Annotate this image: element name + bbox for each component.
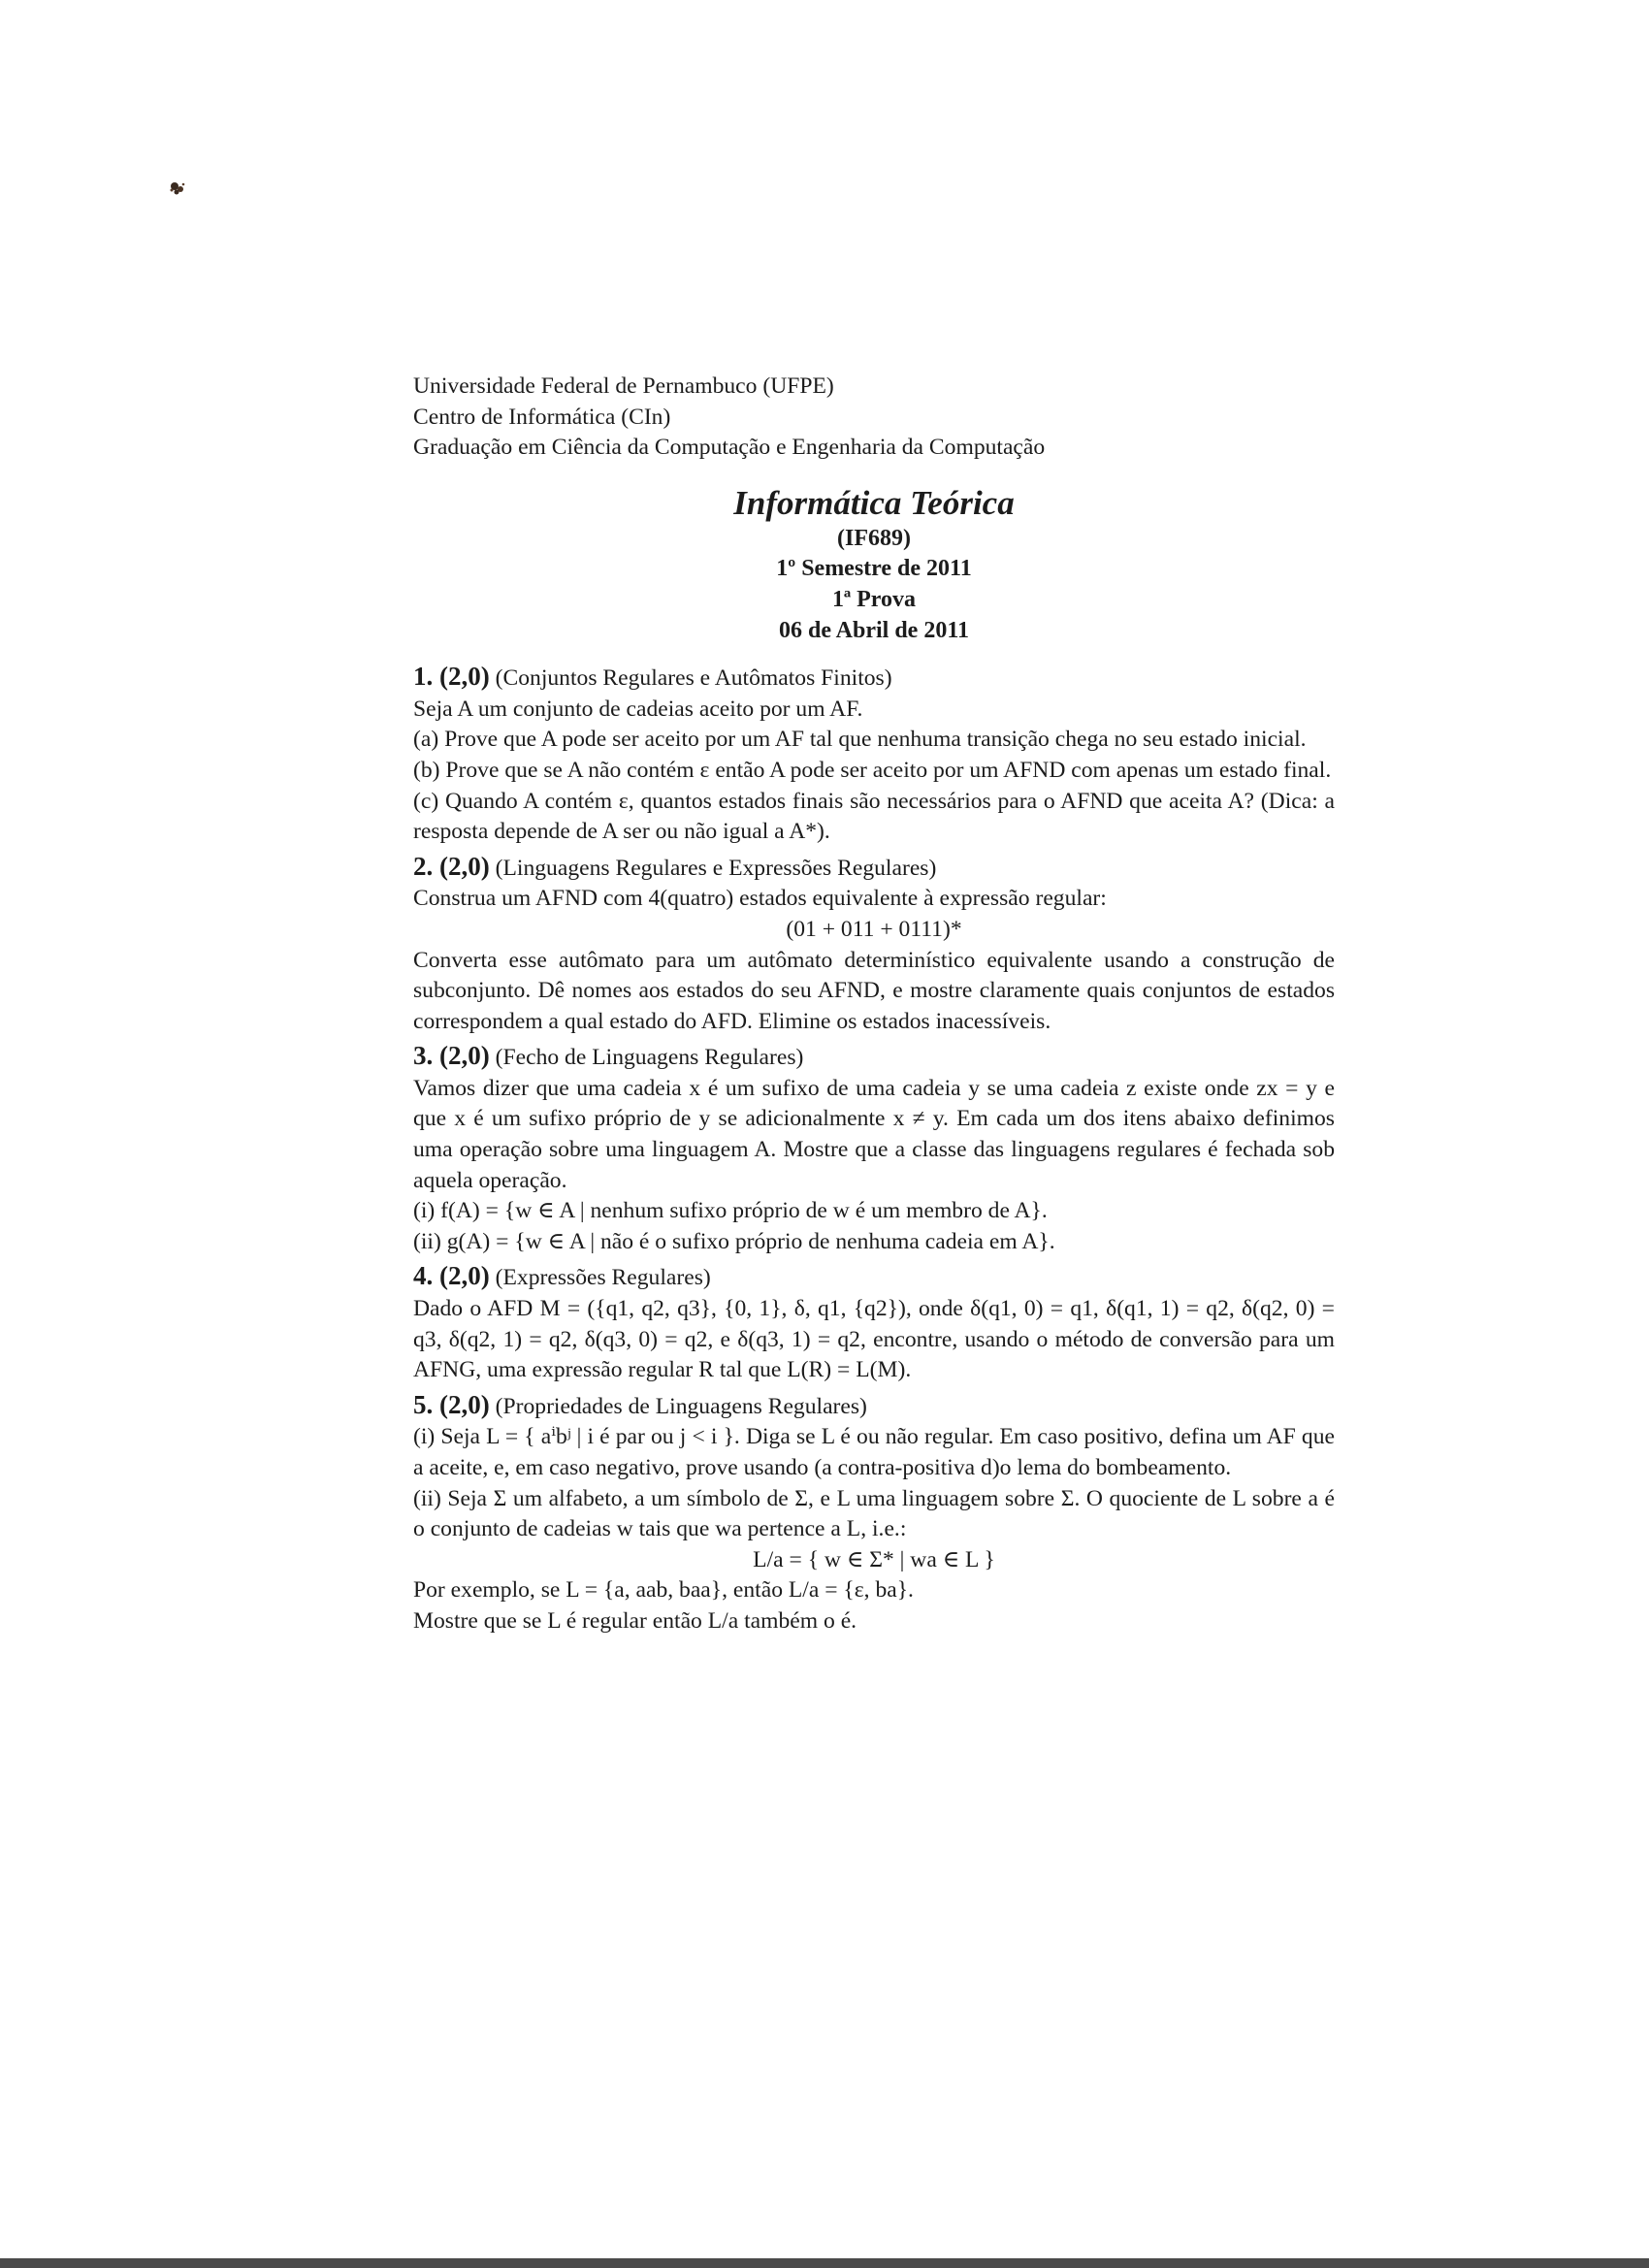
question-line: (a) Prove que A pode ser aceito por um AF tal que nenhuma transição chega no seu estado inicial. bbox=[413, 727, 1307, 753]
question-part-i: (i) Seja L = { aⁱbʲ | i é par ou j < i }. Diga se L é ou não regular. Em caso positivo, defina um AF que a aceite, e, em caso negativo, prove usando (a contra-positiva d)o lema do bombeamento. bbox=[413, 1424, 1335, 1480]
question-5 bbox=[413, 1390, 1335, 1637]
exam-number: 1ª Prova bbox=[831, 586, 917, 612]
question-topic: (Conjuntos Regulares e Autômatos Finitos) bbox=[495, 665, 892, 692]
exam-date: 06 de Abril de 2011 bbox=[778, 617, 970, 643]
question-item: (i) f(A) = {w ∈ A | nenhum sufixo próprio de w é um membro de A}. bbox=[413, 1198, 1048, 1224]
question-body: Vamos dizer que uma cadeia x é um sufixo de uma cadeia y se uma cadeia z existe onde zx = y e que x é um sufixo próprio de y se adicionalmente x ≠ y. Em cada um dos itens abaixo definimos uma operação sobre uma linguagem A. Mostre que a classe das linguagens regulares é fechada sob aquela operação. bbox=[413, 1075, 1335, 1193]
center-line: Centro de Informática (CIn) bbox=[413, 404, 671, 430]
question-part-ii: (ii) Seja Σ um alfabeto, a um símbolo de Σ, e L uma linguagem sobre Σ. O quociente de L sobre a é o conjunto de cadeias w tais que wa pertence a L, i.e.: bbox=[413, 1485, 1335, 1542]
question-4 bbox=[413, 1261, 1335, 1385]
ink-speck bbox=[167, 178, 188, 198]
quotient-example: Por exemplo, se L = {a, aab, baa}, então L/a = {ε, ba}. bbox=[413, 1577, 914, 1604]
institution-header bbox=[413, 372, 1335, 464]
question-topic: (Propriedades de Linguagens Regulares) bbox=[495, 1393, 867, 1419]
question-line: (b) Prove que se A não contém ε então A pode ser aceito por um AFND com apenas um estado final. bbox=[413, 757, 1332, 783]
question-line: (c) Quando A contém ε, quantos estados finais são necessários para o AFND que aceita A? (Dica: a resposta depende de A ser ou não igual a A*). bbox=[413, 788, 1335, 845]
question-body: Dado o AFD M = ({q1, q2, q3}, {0, 1}, δ, q1, {q2}), onde δ(q1, 0) = q1, δ(q1, 1) = q2, δ(q2, 0) = q3, δ(q2, 1) = q2, δ(q3, 0) = q2, e δ(q3, 1) = q2, encontre, usando o método de conversão para um AFNG, uma expressão regular R tal que L(R) = L(M). bbox=[413, 1296, 1335, 1383]
exam-page bbox=[413, 372, 1335, 1637]
question-number: 1. (2,0) bbox=[413, 662, 490, 692]
question-conclusion: Mostre que se L é regular então L/a também o é. bbox=[413, 1607, 857, 1634]
question-item: (ii) g(A) = {w ∈ A | não é o sufixo próprio de nenhuma cadeia em A}. bbox=[413, 1228, 1055, 1254]
question-body: Converta esse autômato para um autômato determinístico equivalente usando a construção de subconjunto. Dê nomes aos estados do seu AFND, e mostre claramente quais conjuntos de estados correspondem a qual estado do AFD. Elimine os estados inacessíveis. bbox=[413, 947, 1335, 1034]
question-topic: (Expressões Regulares) bbox=[495, 1265, 711, 1291]
regular-expression: (01 + 011 + 0111)* bbox=[786, 916, 962, 942]
question-1 bbox=[413, 662, 1335, 848]
question-number: 2. (2,0) bbox=[413, 851, 490, 881]
scan-edge bbox=[0, 2258, 1649, 2268]
question-intro: Construa um AFND com 4(quatro) estados equivalente à expressão regular: bbox=[413, 886, 1107, 912]
question-3 bbox=[413, 1041, 1335, 1257]
question-number: 3. (2,0) bbox=[413, 1041, 490, 1071]
question-line: Seja A um conjunto de cadeias aceito por um AF. bbox=[413, 696, 863, 722]
question-topic: (Fecho de Linguagens Regulares) bbox=[495, 1045, 804, 1071]
title-block bbox=[413, 483, 1335, 646]
question-2 bbox=[413, 852, 1335, 1038]
quotient-definition: L/a = { w ∈ Σ* | wa ∈ L } bbox=[753, 1546, 995, 1572]
question-topic: (Linguagens Regulares e Expressões Regulares) bbox=[495, 855, 937, 881]
semester: 1º Semestre de 2011 bbox=[776, 556, 972, 582]
question-number: 4. (2,0) bbox=[413, 1261, 490, 1291]
course-code: (IF689) bbox=[837, 525, 911, 551]
university-line: Universidade Federal de Pernambuco (UFPE) bbox=[413, 373, 834, 399]
course-title: Informática Teórica bbox=[733, 483, 1015, 522]
question-number: 5. (2,0) bbox=[413, 1389, 490, 1419]
program-line: Graduação em Ciência da Computação e Engenharia da Computação bbox=[413, 435, 1046, 461]
